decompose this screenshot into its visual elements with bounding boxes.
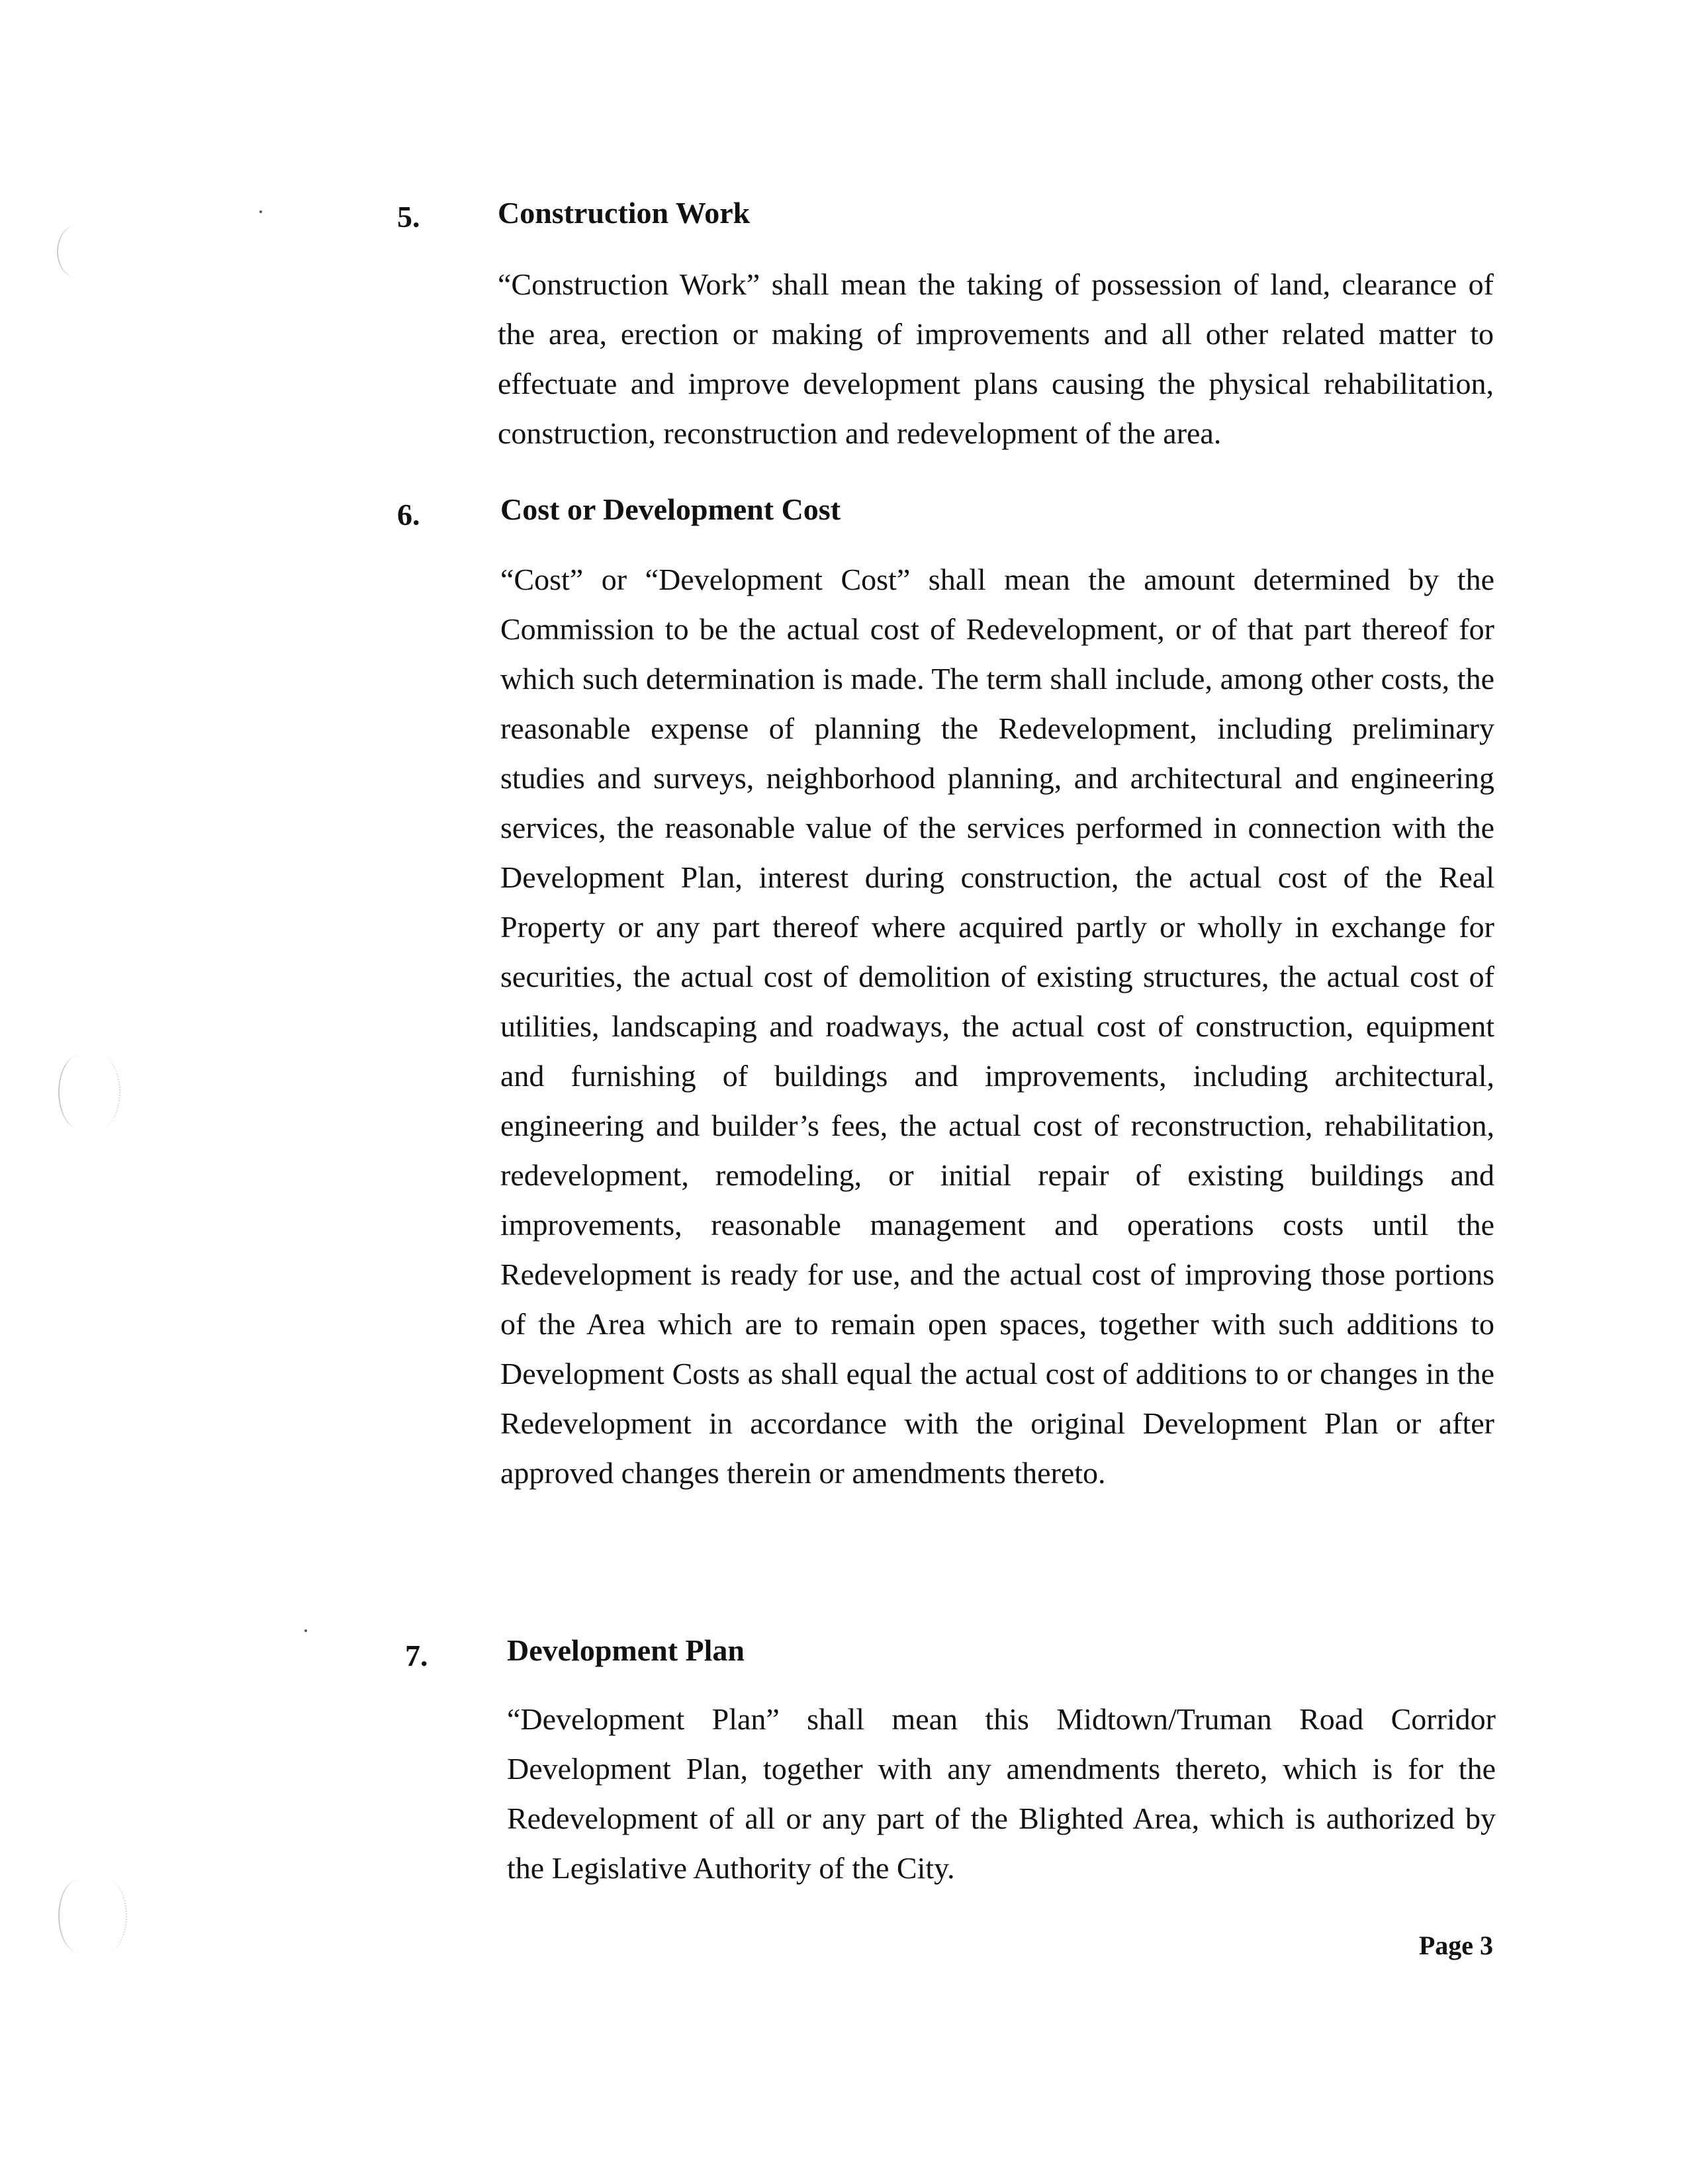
section-5-paragraph: “Construction Work” shall mean the taking of possession of land, clearance of the area, erection or making of improvements and all other related matter to effectuate and improve development plans causing the physical rehabilitation, construction, reconstruction and redevelopment of the area. xyxy=(498,267,1494,450)
section-7-paragraph: “Development Plan” shall mean this Midtown/Truman Road Corridor Development Plan, together with any amendments thereto, which is for the Redevelopment of all or any part of the Blighted Area, which is authorized by the Legislative Authority of the City. xyxy=(507,1702,1496,1885)
section-6-heading: Cost or Development Cost xyxy=(500,492,841,526)
page-number: Page 3 xyxy=(1418,1931,1493,1960)
scan-speck xyxy=(304,1629,307,1632)
binder-hole-mark xyxy=(57,225,98,278)
section-5-number: 5. xyxy=(397,200,420,234)
scan-speck xyxy=(259,210,262,213)
section-6-number: 6. xyxy=(397,498,420,531)
section-6-paragraph: “Cost” or “Development Cost” shall mean the amount determined by the Commission to be the actual cost of Redevelopment, or of that part thereof for which such determination is made. The term shall include, among other costs, the reasonable expense of planning the Redevelopment, including preliminary studies and surveys, neighborhood planning, and architectural and engineering services, the reasonable value of the services performed in connection with the Development Plan, interest during construction, the actual cost of the Real Property or any part thereof where acquired partly or wholly in exchange for securities, the actual cost of demolition of existing structures, the actual cost of utilities, landscaping and roadways, the actual cost of construction, equipment and furnishing of buildings and improvements, including architectural, engineering and builder’s fees, the actual cost of reconstruction, rehabilitation, redevelopment, remodeling, or initial repair of existing buildings and improvements, reasonable management and operations costs until the Redevelopment is ready for use, and the actual cost of improving those portions of the Area which are to remain open spaces, together with such additions to Development Costs as shall equal the actual cost of additions to or changes in the Redevelopment in accordance with the original Development Plan or after approved changes therein or amendments thereto. xyxy=(500,563,1494,1490)
section-7-number: 7. xyxy=(405,1639,428,1672)
section-5-heading: Construction Work xyxy=(498,196,751,230)
binder-hole-mark xyxy=(86,1880,127,1952)
binder-hole-mark xyxy=(79,1056,120,1128)
section-7-heading: Development Plan xyxy=(507,1633,745,1667)
